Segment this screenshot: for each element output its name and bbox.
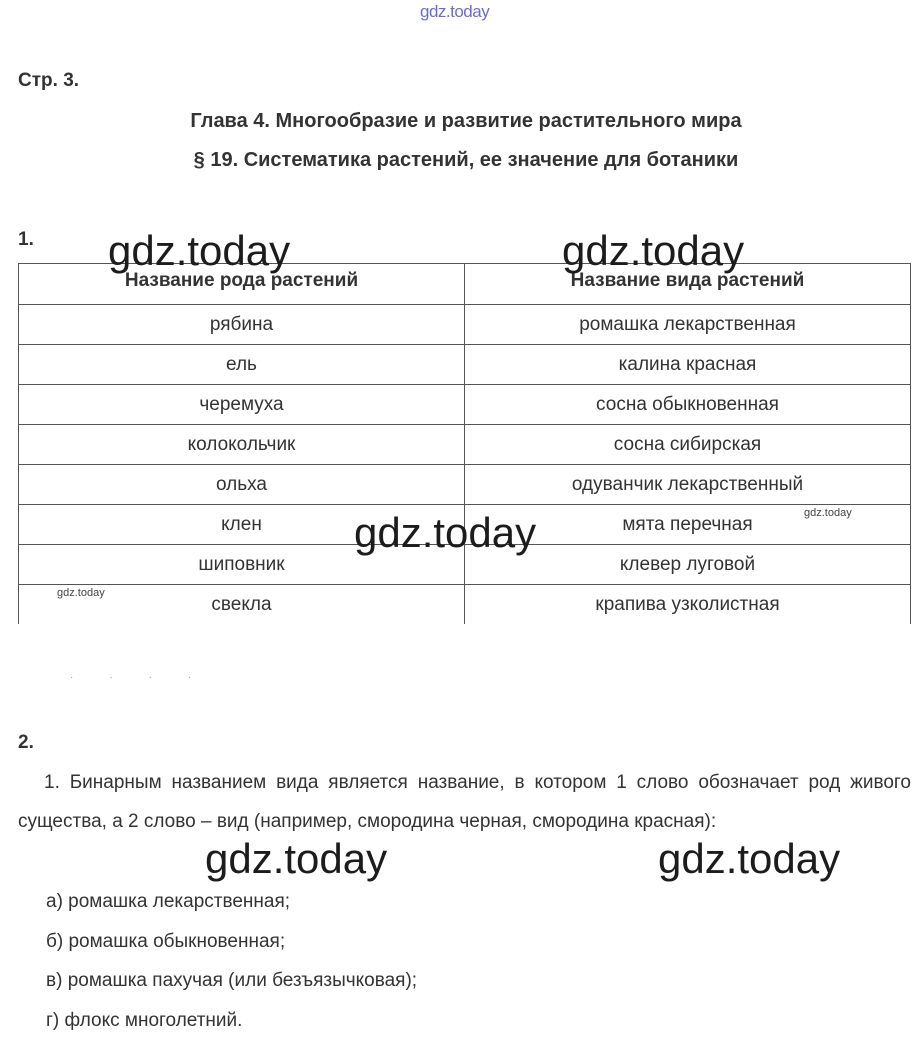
species-cell: ромашка лекарственная: [465, 305, 911, 345]
table-row: [19, 585, 911, 625]
watermark: gdz.today: [658, 835, 841, 882]
section-title: § 19. Систематика растений, ее значение для ботаники: [193, 149, 739, 171]
chapter-title: Глава 4. Многообразие и развитие растительного мира: [190, 110, 742, 132]
species-cell: сосна обыкновенная: [465, 385, 911, 425]
task-2-paragraph: 1. Бинарным названием вида является название, в котором 1 слово обозначает род живого существа, а 2 слово – вид (например, смородина черная, смородина красная):: [18, 772, 911, 832]
watermark-small: gdz.today: [57, 587, 105, 599]
list-item: а) ромашка лекарственная;: [46, 891, 291, 912]
table-row: [19, 345, 911, 385]
page-number: Стр. 3.: [18, 70, 80, 91]
genus-cell: ель: [19, 345, 465, 385]
table-row: [19, 425, 911, 465]
species-cell: клевер луговой: [465, 545, 911, 585]
watermark: gdz.today: [108, 227, 291, 274]
species-cell: калина красная: [465, 345, 911, 385]
watermark-small: gdz.today: [804, 507, 852, 519]
list-item: г) флокс многолетний.: [46, 1009, 243, 1031]
genus-cell: клен: [19, 505, 465, 545]
task-2-number: 2.: [18, 732, 34, 753]
answer-list: [46, 882, 417, 1040]
genus-cell: свекла: [19, 585, 465, 625]
table-row: [19, 465, 911, 505]
table-row: [19, 385, 911, 425]
watermark: gdz.today: [205, 835, 388, 882]
genus-cell: ольха: [19, 465, 465, 505]
species-cell: сосна сибирская: [465, 425, 911, 465]
genus-cell: черемуха: [19, 385, 465, 425]
species-cell: мята перечная: [465, 505, 911, 545]
list-item: б) ромашка обыкновенная;: [46, 930, 286, 952]
decorative-dots: ····: [70, 672, 228, 683]
species-cell: одуванчик лекарственный: [465, 465, 911, 505]
column-header-genus: Название рода растений: [19, 264, 465, 305]
watermark-top: gdz.today: [420, 2, 490, 21]
genus-cell: рябина: [19, 305, 465, 345]
task-1-number: 1.: [18, 229, 34, 250]
watermark: gdz.today: [562, 227, 745, 274]
species-cell: крапива узколистная: [465, 585, 911, 625]
genus-cell: колокольчик: [19, 425, 465, 465]
watermark: gdz.today: [354, 509, 537, 556]
table-row: [19, 305, 911, 345]
column-header-species: Название вида растений: [465, 264, 911, 305]
list-item: в) ромашка пахучая (или безъязычковая);: [46, 970, 418, 991]
genus-cell: шиповник: [19, 545, 465, 585]
plants-table: [18, 263, 911, 624]
